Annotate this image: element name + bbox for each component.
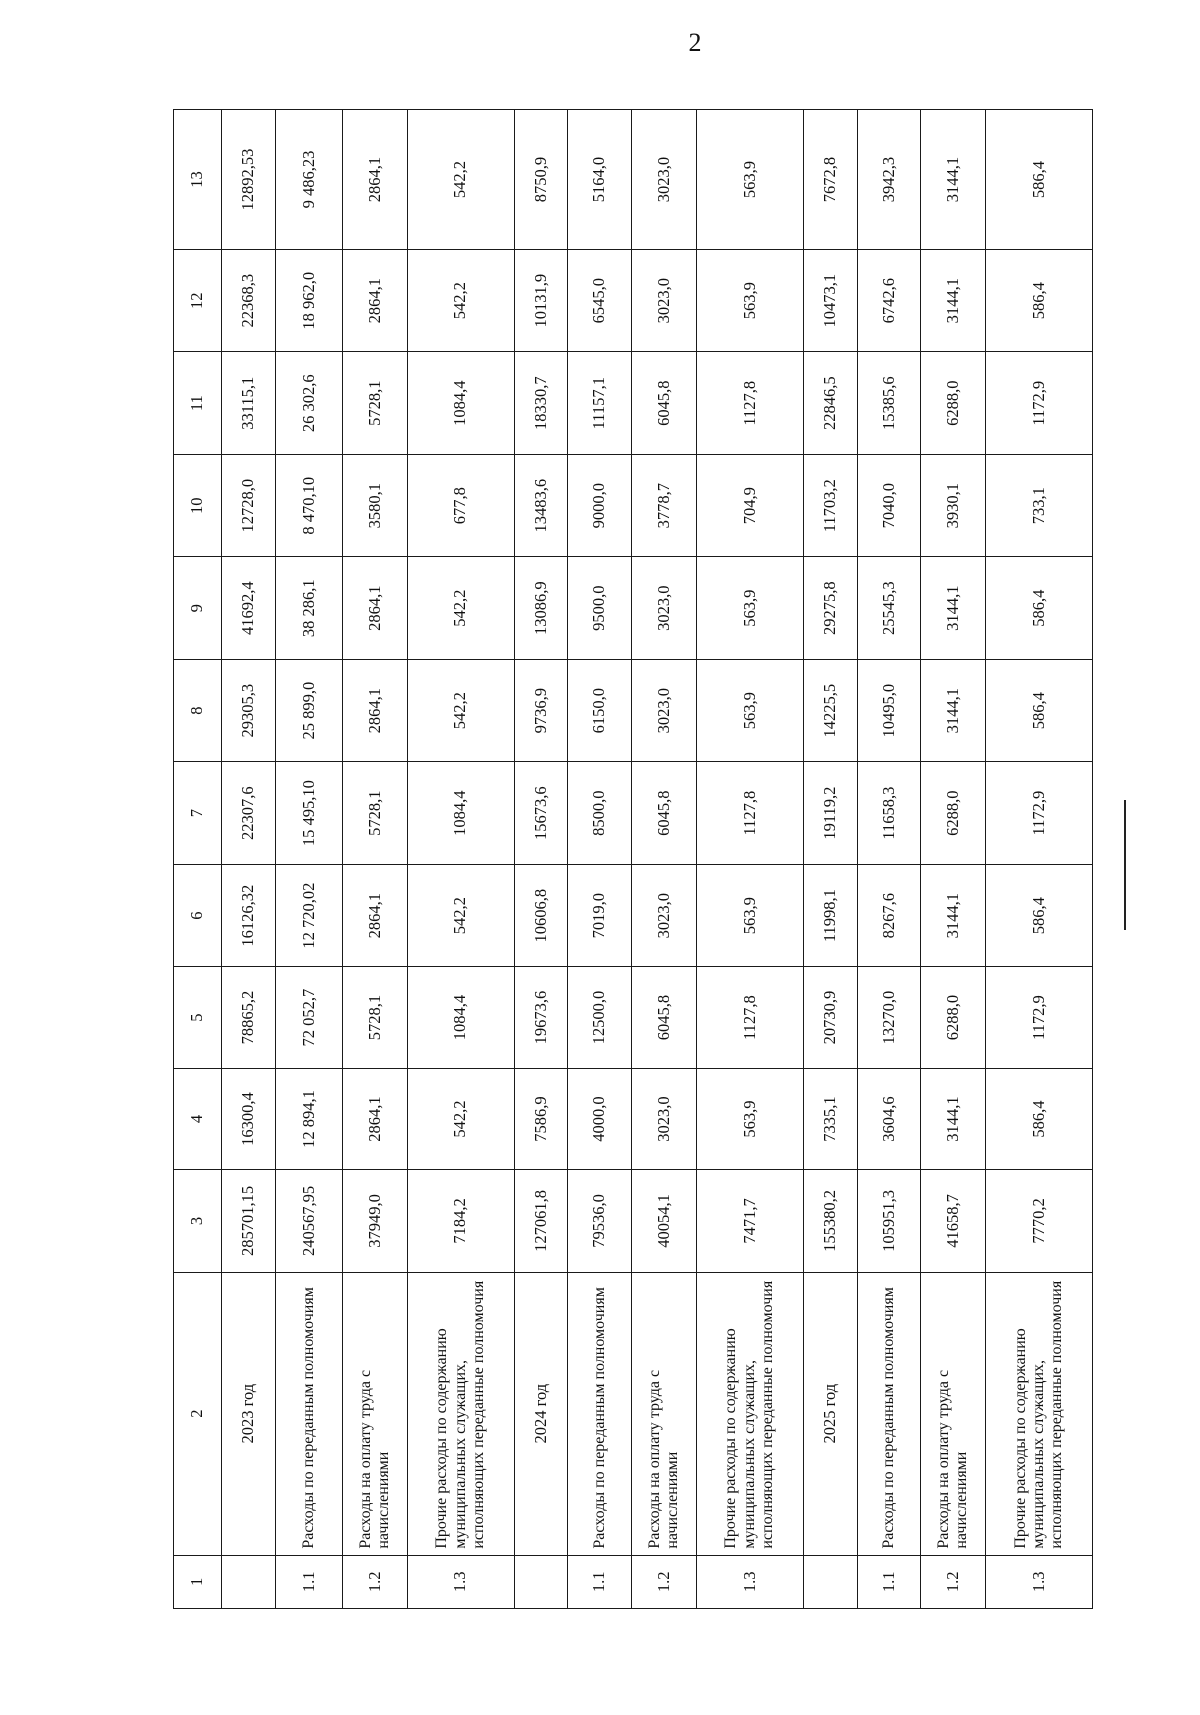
year-total-row [514, 110, 568, 1609]
row-description: Расходы на оплату труда с начислениями [921, 1272, 986, 1555]
value-cell-col-8: 3023,0 [632, 659, 697, 761]
table-row [697, 110, 803, 1609]
value-cell-col-12: 22368,3 [222, 249, 276, 351]
row-code: 1.2 [343, 1555, 408, 1608]
year-label: 2025 год [803, 1272, 857, 1555]
value-cell-col-5: 1084,4 [408, 967, 514, 1068]
value-cell-col-9: 38 286,1 [275, 557, 342, 659]
value-cell-col-3: 105951,3 [857, 1170, 921, 1272]
row-code [803, 1555, 857, 1608]
table-row [343, 110, 408, 1609]
value-cell-col-11: 6045,8 [632, 352, 697, 454]
header-cell-5: 5 [174, 967, 222, 1068]
value-cell-col-9: 3023,0 [632, 557, 697, 659]
value-cell-col-6: 8267,6 [857, 864, 921, 966]
page-number: 2 [688, 28, 702, 57]
value-cell-col-8: 6150,0 [568, 659, 632, 761]
value-cell-col-13: 3023,0 [632, 110, 697, 250]
vertical-mark-line [1124, 800, 1126, 930]
value-cell-col-4: 542,2 [408, 1068, 514, 1169]
value-cell-col-12: 563,9 [697, 249, 803, 351]
value-cell-col-4: 3023,0 [632, 1068, 697, 1169]
value-cell-col-13: 12892,53 [222, 110, 276, 250]
header-cell-10: 10 [174, 454, 222, 556]
header-cell-3: 3 [174, 1170, 222, 1272]
value-cell-col-8: 10495,0 [857, 659, 921, 761]
value-cell-col-3: 37949,0 [343, 1170, 408, 1272]
row-code: 1.2 [921, 1555, 986, 1608]
value-cell-col-10: 3580,1 [343, 454, 408, 556]
header-cell-8: 8 [174, 659, 222, 761]
value-cell-col-12: 18 962,0 [275, 249, 342, 351]
table-row [921, 110, 986, 1609]
value-cell-col-5: 6288,0 [921, 967, 986, 1068]
value-cell-col-12: 10473,1 [803, 249, 857, 351]
value-cell-col-11: 18330,7 [514, 352, 568, 454]
header-cell-12: 12 [174, 249, 222, 351]
value-cell-col-11: 15385,6 [857, 352, 921, 454]
value-cell-col-7: 11658,3 [857, 762, 921, 864]
value-cell-col-13: 3942,3 [857, 110, 921, 250]
budget-table [173, 109, 1093, 1609]
value-cell-col-11: 22846,5 [803, 352, 857, 454]
value-cell-col-10: 13483,6 [514, 454, 568, 556]
value-cell-col-10: 704,9 [697, 454, 803, 556]
value-cell-col-6: 2864,1 [343, 864, 408, 966]
value-cell-col-7: 6288,0 [921, 762, 986, 864]
value-cell-col-6: 10606,8 [514, 864, 568, 966]
value-cell-col-9: 563,9 [697, 557, 803, 659]
value-cell-col-7: 8500,0 [568, 762, 632, 864]
value-cell-col-4: 2864,1 [343, 1068, 408, 1169]
value-cell-col-4: 7335,1 [803, 1068, 857, 1169]
row-code: 1.2 [632, 1555, 697, 1608]
row-code: 1.3 [697, 1555, 803, 1608]
value-cell-col-9: 41692,4 [222, 557, 276, 659]
value-cell-col-3: 41658,7 [921, 1170, 986, 1272]
value-cell-col-13: 2864,1 [343, 110, 408, 250]
row-description: Расходы на оплату труда с начислениями [343, 1272, 408, 1555]
value-cell-col-8: 586,4 [986, 659, 1093, 761]
value-cell-col-8: 25 899,0 [275, 659, 342, 761]
value-cell-col-5: 1127,8 [697, 967, 803, 1068]
value-cell-col-13: 9 486,23 [275, 110, 342, 250]
table-row [857, 110, 921, 1609]
value-cell-col-11: 1127,8 [697, 352, 803, 454]
value-cell-col-9: 9500,0 [568, 557, 632, 659]
value-cell-col-6: 7019,0 [568, 864, 632, 966]
table-row [986, 110, 1093, 1609]
value-cell-col-9: 542,2 [408, 557, 514, 659]
year-label: 2024 год [514, 1272, 568, 1555]
value-cell-col-9: 13086,9 [514, 557, 568, 659]
value-cell-col-4: 4000,0 [568, 1068, 632, 1169]
value-cell-col-4: 3144,1 [921, 1068, 986, 1169]
header-cell-9: 9 [174, 557, 222, 659]
value-cell-col-10: 677,8 [408, 454, 514, 556]
value-cell-col-12: 2864,1 [343, 249, 408, 351]
header-cell-1: 1 [174, 1555, 222, 1608]
row-code: 1.3 [986, 1555, 1093, 1608]
value-cell-col-12: 542,2 [408, 249, 514, 351]
value-cell-col-7: 6045,8 [632, 762, 697, 864]
value-cell-col-7: 5728,1 [343, 762, 408, 864]
row-description: Расходы по переданным полномочиям [568, 1272, 632, 1555]
value-cell-col-5: 6045,8 [632, 967, 697, 1068]
value-cell-col-6: 3144,1 [921, 864, 986, 966]
value-cell-col-11: 6288,0 [921, 352, 986, 454]
value-cell-col-5: 19673,6 [514, 967, 568, 1068]
value-cell-col-6: 542,2 [408, 864, 514, 966]
row-description: Прочие расходы по содержанию муниципальных служащих, исполняющих переданные полномочия [697, 1272, 803, 1555]
row-code: 1.1 [857, 1555, 921, 1608]
value-cell-col-10: 11703,2 [803, 454, 857, 556]
value-cell-col-9: 25545,3 [857, 557, 921, 659]
header-cell-7: 7 [174, 762, 222, 864]
value-cell-col-8: 29305,3 [222, 659, 276, 761]
value-cell-col-10: 9000,0 [568, 454, 632, 556]
table-row [408, 110, 514, 1609]
value-cell-col-10: 8 470,10 [275, 454, 342, 556]
value-cell-col-7: 15673,6 [514, 762, 568, 864]
row-code [222, 1555, 276, 1608]
value-cell-col-13: 5164,0 [568, 110, 632, 250]
value-cell-col-7: 22307,6 [222, 762, 276, 864]
header-row [174, 110, 222, 1609]
value-cell-col-6: 563,9 [697, 864, 803, 966]
value-cell-col-12: 6545,0 [568, 249, 632, 351]
value-cell-col-11: 33115,1 [222, 352, 276, 454]
row-description: Расходы по переданным полномочиям [275, 1272, 342, 1555]
value-cell-col-7: 1084,4 [408, 762, 514, 864]
value-cell-col-12: 10131,9 [514, 249, 568, 351]
value-cell-col-9: 3144,1 [921, 557, 986, 659]
value-cell-col-6: 586,4 [986, 864, 1093, 966]
value-cell-col-5: 72 052,7 [275, 967, 342, 1068]
value-cell-col-4: 12 894,1 [275, 1068, 342, 1169]
value-cell-col-3: 127061,8 [514, 1170, 568, 1272]
value-cell-col-9: 586,4 [986, 557, 1093, 659]
value-cell-col-13: 8750,9 [514, 110, 568, 250]
value-cell-col-3: 240567,95 [275, 1170, 342, 1272]
value-cell-col-10: 733,1 [986, 454, 1093, 556]
value-cell-col-5: 5728,1 [343, 967, 408, 1068]
value-cell-col-6: 3023,0 [632, 864, 697, 966]
row-code: 1.1 [568, 1555, 632, 1608]
value-cell-col-4: 3604,6 [857, 1068, 921, 1169]
table-row [568, 110, 632, 1609]
value-cell-col-5: 12500,0 [568, 967, 632, 1068]
value-cell-col-5: 13270,0 [857, 967, 921, 1068]
value-cell-col-12: 6742,6 [857, 249, 921, 351]
budget-table-body [174, 110, 1093, 1609]
value-cell-col-5: 78865,2 [222, 967, 276, 1068]
row-code [514, 1555, 568, 1608]
value-cell-col-8: 3144,1 [921, 659, 986, 761]
row-description: Расходы по переданным полномочиям [857, 1272, 921, 1555]
value-cell-col-12: 3023,0 [632, 249, 697, 351]
value-cell-col-6: 11998,1 [803, 864, 857, 966]
year-total-row [222, 110, 276, 1609]
value-cell-col-3: 7184,2 [408, 1170, 514, 1272]
value-cell-col-4: 16300,4 [222, 1068, 276, 1169]
value-cell-col-4: 7586,9 [514, 1068, 568, 1169]
value-cell-col-13: 542,2 [408, 110, 514, 250]
value-cell-col-6: 12 720,02 [275, 864, 342, 966]
row-description: Расходы на оплату труда с начислениями [632, 1272, 697, 1555]
value-cell-col-11: 1084,4 [408, 352, 514, 454]
table-row [632, 110, 697, 1609]
value-cell-col-5: 1172,9 [986, 967, 1093, 1068]
value-cell-col-3: 7770,2 [986, 1170, 1093, 1272]
value-cell-col-8: 563,9 [697, 659, 803, 761]
row-description: Прочие расходы по содержанию муниципальных служащих, исполняющих переданные полномочия [986, 1272, 1093, 1555]
row-description: Прочие расходы по содержанию муниципальных служащих, исполняющих переданные полномочия [408, 1272, 514, 1555]
value-cell-col-4: 586,4 [986, 1068, 1093, 1169]
value-cell-col-8: 2864,1 [343, 659, 408, 761]
value-cell-col-13: 586,4 [986, 110, 1093, 250]
value-cell-col-12: 586,4 [986, 249, 1093, 351]
value-cell-col-3: 7471,7 [697, 1170, 803, 1272]
value-cell-col-11: 26 302,6 [275, 352, 342, 454]
value-cell-col-10: 7040,0 [857, 454, 921, 556]
value-cell-col-7: 15 495,10 [275, 762, 342, 864]
value-cell-col-7: 1172,9 [986, 762, 1093, 864]
value-cell-col-13: 7672,8 [803, 110, 857, 250]
value-cell-col-10: 3778,7 [632, 454, 697, 556]
value-cell-col-12: 3144,1 [921, 249, 986, 351]
header-cell-6: 6 [174, 864, 222, 966]
value-cell-col-3: 155380,2 [803, 1170, 857, 1272]
value-cell-col-10: 12728,0 [222, 454, 276, 556]
value-cell-col-13: 563,9 [697, 110, 803, 250]
year-label: 2023 год [222, 1272, 276, 1555]
header-cell-11: 11 [174, 352, 222, 454]
value-cell-col-7: 19119,2 [803, 762, 857, 864]
header-cell-4: 4 [174, 1068, 222, 1169]
row-code: 1.3 [408, 1555, 514, 1608]
value-cell-col-8: 542,2 [408, 659, 514, 761]
table-row [275, 110, 342, 1609]
value-cell-col-11: 5728,1 [343, 352, 408, 454]
value-cell-col-3: 285701,15 [222, 1170, 276, 1272]
value-cell-col-3: 79536,0 [568, 1170, 632, 1272]
value-cell-col-13: 3144,1 [921, 110, 986, 250]
value-cell-col-8: 14225,5 [803, 659, 857, 761]
header-cell-2: 2 [174, 1272, 222, 1555]
value-cell-col-10: 3930,1 [921, 454, 986, 556]
value-cell-col-9: 29275,8 [803, 557, 857, 659]
value-cell-col-4: 563,9 [697, 1068, 803, 1169]
value-cell-col-8: 9736,9 [514, 659, 568, 761]
value-cell-col-6: 16126,32 [222, 864, 276, 966]
header-cell-13: 13 [174, 110, 222, 250]
value-cell-col-9: 2864,1 [343, 557, 408, 659]
value-cell-col-7: 1127,8 [697, 762, 803, 864]
rotated-table-frame [173, 109, 1093, 1609]
value-cell-col-11: 11157,1 [568, 352, 632, 454]
value-cell-col-11: 1172,9 [986, 352, 1093, 454]
value-cell-col-5: 20730,9 [803, 967, 857, 1068]
value-cell-col-3: 40054,1 [632, 1170, 697, 1272]
row-code: 1.1 [275, 1555, 342, 1608]
year-total-row [803, 110, 857, 1609]
